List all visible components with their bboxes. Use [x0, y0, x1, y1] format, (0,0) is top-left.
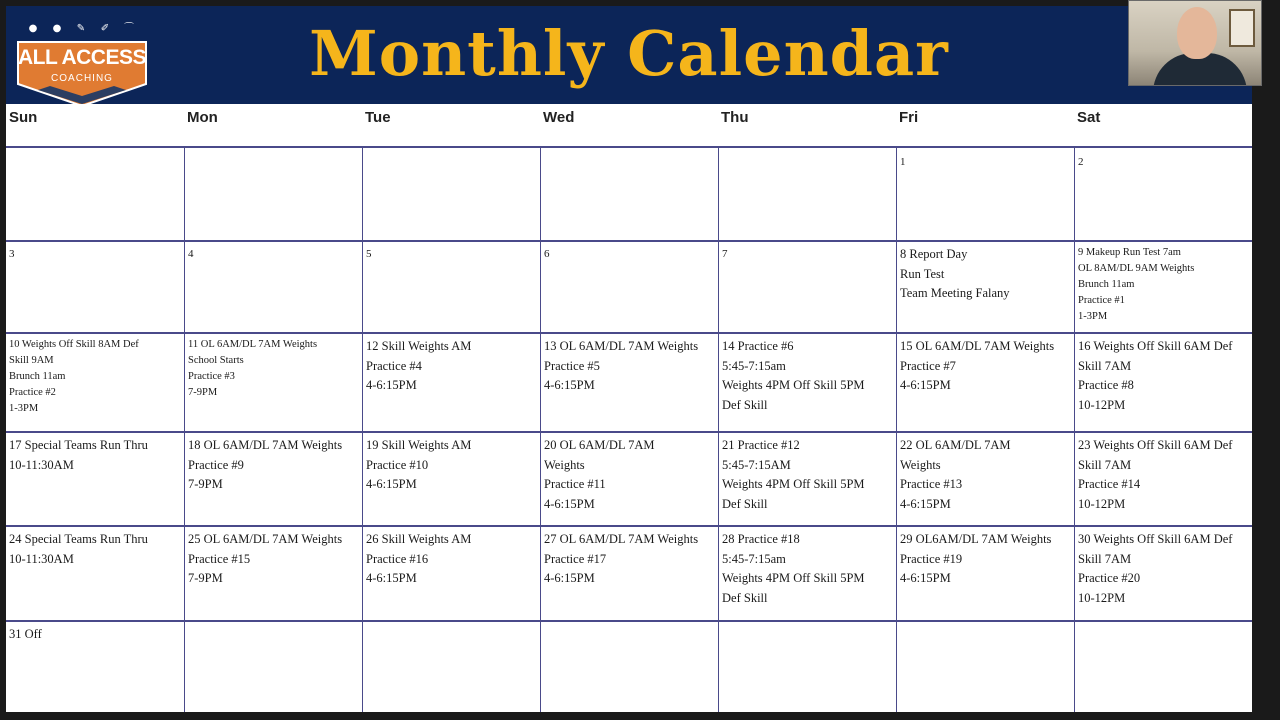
calendar-day-cell[interactable]	[362, 332, 540, 431]
day-event-line: 10-11:30AM	[9, 457, 74, 472]
calendar-day-cell[interactable]	[6, 431, 184, 525]
calendar-day-cell[interactable]	[540, 525, 718, 620]
calendar-day-cell[interactable]	[896, 431, 1074, 525]
calendar-day-cell[interactable]	[718, 525, 896, 620]
day-event-line: Weights 4PM Off Skill 5PM	[722, 571, 865, 585]
day-event-line: Run Test	[900, 266, 945, 281]
day-event-title: 6	[544, 248, 550, 260]
day-event-title: 27 OL 6AM/DL 7AM Weights	[544, 532, 699, 546]
day-event-line: 10-12PM	[1078, 590, 1126, 605]
calendar-week-row	[6, 525, 1252, 622]
calendar-day-cell[interactable]	[1074, 332, 1252, 431]
day-event-title: 10 Weights Off Skill 8AM Def	[9, 339, 139, 350]
day-event-title: 21 Practice #12	[722, 438, 800, 452]
day-event-line: Practice #4	[366, 358, 422, 373]
calendar-grid	[6, 146, 1252, 712]
day-event-line: Brunch 11am	[9, 371, 66, 382]
day-event-line: 5:45-7:15am	[722, 551, 786, 566]
day-event-line: Skill 7AM	[1078, 358, 1132, 373]
day-event-title: 7	[722, 248, 728, 260]
day-event-line: Practice #2	[9, 387, 56, 398]
day-event-title: 8 Report Day	[900, 247, 968, 261]
calendar-day-cell[interactable]	[6, 240, 184, 332]
day-event-line: 5:45-7:15am	[722, 358, 786, 373]
day-event-title: 1	[900, 156, 906, 168]
day-event-line: Practice #3	[188, 371, 235, 382]
calendar-day-cell[interactable]	[896, 332, 1074, 431]
logo-text-primary: ALL ACCESS	[17, 46, 146, 69]
day-event-line: OL 8AM/DL 9AM Weights	[1078, 263, 1195, 274]
day-event-line: 7-9PM	[188, 477, 223, 491]
day-event-title: 4	[188, 248, 194, 260]
calendar-day-cell[interactable]	[184, 332, 362, 431]
day-event-line: School Starts	[188, 355, 244, 366]
day-event-title: 3	[9, 248, 15, 260]
day-event-line: Practice #20	[1078, 571, 1141, 585]
calendar-day-cell[interactable]	[540, 431, 718, 525]
weekday-label-wed: Wed	[543, 109, 575, 126]
calendar-day-cell[interactable]	[6, 332, 184, 431]
calendar-slide	[6, 6, 1252, 712]
day-event-line: Practice #5	[544, 358, 600, 373]
circle-icon[interactable]: ●	[28, 23, 38, 34]
presenter-head	[1177, 7, 1217, 59]
day-event-line: Practice #19	[900, 551, 963, 566]
calendar-day-cell[interactable]	[1074, 620, 1252, 712]
day-event-title: 17 Special Teams Run Thru	[9, 438, 148, 452]
day-event-line: 4-6:15PM	[544, 496, 595, 511]
day-event-title: 19 Skill Weights AM	[366, 438, 472, 452]
day-event-line: Practice #7	[900, 358, 956, 373]
weekday-header-row	[6, 104, 1252, 146]
circle-icon[interactable]: ●	[52, 23, 62, 34]
day-event-line: Skill 7AM	[1078, 457, 1132, 472]
day-event-line: Weights	[544, 457, 585, 472]
day-event-title: 16 Weights Off Skill 6AM Def	[1078, 339, 1233, 353]
weekday-label-fri: Fri	[899, 109, 919, 126]
day-event-line: 5:45-7:15AM	[722, 457, 791, 472]
day-event-title: 9 Makeup Run Test 7am	[1078, 247, 1181, 258]
pencil-icon[interactable]: ✎	[76, 23, 86, 34]
day-event-line: 4-6:15PM	[366, 571, 417, 585]
calendar-day-cell[interactable]	[184, 620, 362, 712]
day-event-line: Skill 9AM	[9, 355, 54, 366]
calendar-day-cell[interactable]	[540, 148, 718, 240]
day-event-line: Practice #15	[188, 551, 251, 566]
day-event-line: 4-6:15PM	[900, 496, 951, 511]
day-event-line: Weights 4PM Off Skill 5PM	[722, 477, 865, 491]
calendar-week-row	[6, 620, 1252, 712]
calendar-day-cell[interactable]	[6, 525, 184, 620]
calendar-day-cell[interactable]	[1074, 525, 1252, 620]
weekday-label-mon: Mon	[187, 109, 218, 126]
day-event-line: Practice #14	[1078, 477, 1141, 491]
calendar-day-cell[interactable]	[718, 148, 896, 240]
calendar-week-row	[6, 332, 1252, 433]
calendar-day-cell[interactable]	[540, 620, 718, 712]
day-event-title: 26 Skill Weights AM	[366, 532, 472, 546]
day-event-line: 4-6:15PM	[544, 571, 595, 585]
day-event-line: 10-12PM	[1078, 496, 1126, 511]
calendar-day-cell[interactable]	[1074, 431, 1252, 525]
wall-picture	[1229, 9, 1255, 47]
day-event-line: Practice #1	[1078, 295, 1125, 306]
day-event-line: Practice #16	[366, 551, 429, 566]
calendar-day-cell[interactable]	[6, 620, 184, 712]
day-event-title: 23 Weights Off Skill 6AM Def	[1078, 438, 1233, 452]
day-event-line: Practice #11	[544, 477, 606, 491]
weekday-label-tue: Tue	[365, 109, 391, 126]
day-event-line: Practice #10	[366, 457, 429, 472]
day-event-line: 10-12PM	[1078, 397, 1126, 412]
calendar-day-cell[interactable]	[896, 525, 1074, 620]
day-event-line: 4-6:15PM	[900, 378, 951, 392]
presenter-webcam-feed	[1128, 0, 1262, 86]
calendar-day-cell[interactable]	[896, 620, 1074, 712]
day-event-line: 4-6:15PM	[900, 571, 951, 585]
calendar-day-cell[interactable]	[718, 431, 896, 525]
weekday-label-sun: Sun	[9, 109, 38, 126]
calendar-banner	[6, 6, 1252, 104]
day-event-title: 14 Practice #6	[722, 339, 794, 353]
calendar-day-cell[interactable]	[362, 431, 540, 525]
day-event-title: 28 Practice #18	[722, 532, 800, 546]
day-event-line: Def Skill	[722, 496, 768, 511]
calendar-week-row	[6, 240, 1252, 334]
day-event-line: Skill 7AM	[1078, 551, 1132, 566]
day-event-title: 31 Off	[9, 627, 42, 641]
calendar-day-cell[interactable]	[718, 332, 896, 431]
calendar-day-cell[interactable]	[362, 148, 540, 240]
calendar-day-cell[interactable]	[362, 620, 540, 712]
day-event-title: 12 Skill Weights AM	[366, 339, 472, 353]
day-event-title: 2	[1078, 156, 1084, 168]
calendar-day-cell[interactable]	[540, 332, 718, 431]
calendar-day-cell[interactable]	[184, 240, 362, 332]
weekday-label-thu: Thu	[721, 109, 749, 126]
day-event-title: 13 OL 6AM/DL 7AM Weights	[544, 339, 699, 353]
calendar-day-cell[interactable]	[718, 240, 896, 332]
day-event-title: 25 OL 6AM/DL 7AM Weights	[188, 532, 343, 546]
day-event-line: Practice #9	[188, 457, 244, 472]
day-event-title: 30 Weights Off Skill 6AM Def	[1078, 532, 1233, 546]
day-event-title: 20 OL 6AM/DL 7AM	[544, 438, 655, 452]
calendar-day-cell[interactable]	[362, 525, 540, 620]
day-event-title: 5	[366, 248, 372, 260]
day-event-line: Def Skill	[722, 590, 768, 605]
day-event-line: 4-6:15PM	[544, 378, 595, 392]
calendar-day-cell[interactable]	[896, 240, 1074, 332]
day-event-line: Practice #8	[1078, 378, 1134, 392]
logo-text-secondary: COACHING	[51, 73, 113, 84]
day-event-line: Practice #13	[900, 477, 963, 491]
day-event-line: Brunch 11am	[1078, 279, 1135, 290]
weekday-label-sat: Sat	[1077, 109, 1101, 126]
calendar-day-cell[interactable]	[184, 148, 362, 240]
day-event-line: Practice #17	[544, 551, 607, 566]
day-event-line: 7-9PM	[188, 571, 223, 585]
lasso-icon[interactable]: ⌒	[124, 23, 134, 34]
day-event-line: 1-3PM	[1078, 311, 1108, 322]
calendar-day-cell[interactable]	[6, 148, 184, 240]
day-event-line: Team Meeting Falany	[900, 286, 1010, 300]
day-event-title: 29 OL6AM/DL 7AM Weights	[900, 532, 1052, 546]
day-event-line: Weights 4PM Off Skill 5PM	[722, 378, 865, 392]
calendar-week-row	[6, 148, 1252, 242]
calendar-day-cell[interactable]	[896, 148, 1074, 240]
day-event-title: 22 OL 6AM/DL 7AM	[900, 438, 1011, 452]
day-event-title: 11 OL 6AM/DL 7AM Weights	[188, 339, 318, 350]
calendar-day-cell[interactable]	[540, 240, 718, 332]
page-title: Monthly Calendar	[309, 17, 949, 90]
brush-icon[interactable]: ✐	[100, 23, 110, 34]
day-event-line: 10-11:30AM	[9, 551, 74, 566]
day-event-line: Def Skill	[722, 397, 768, 412]
day-event-title: 15 OL 6AM/DL 7AM Weights	[900, 339, 1055, 353]
day-event-line: 7-9PM	[188, 387, 218, 398]
day-event-line: Weights	[900, 457, 941, 472]
day-event-line: 4-6:15PM	[366, 378, 417, 392]
calendar-day-cell[interactable]	[184, 525, 362, 620]
calendar-week-row	[6, 431, 1252, 527]
day-event-title: 18 OL 6AM/DL 7AM Weights	[188, 438, 343, 452]
calendar-day-cell[interactable]	[718, 620, 896, 712]
calendar-day-cell[interactable]	[184, 431, 362, 525]
calendar-day-cell[interactable]	[1074, 240, 1252, 332]
calendar-day-cell[interactable]	[1074, 148, 1252, 240]
day-event-line: 1-3PM	[9, 403, 39, 414]
calendar-day-cell[interactable]	[362, 240, 540, 332]
day-event-line: 4-6:15PM	[366, 477, 417, 491]
day-event-title: 24 Special Teams Run Thru	[9, 532, 148, 546]
